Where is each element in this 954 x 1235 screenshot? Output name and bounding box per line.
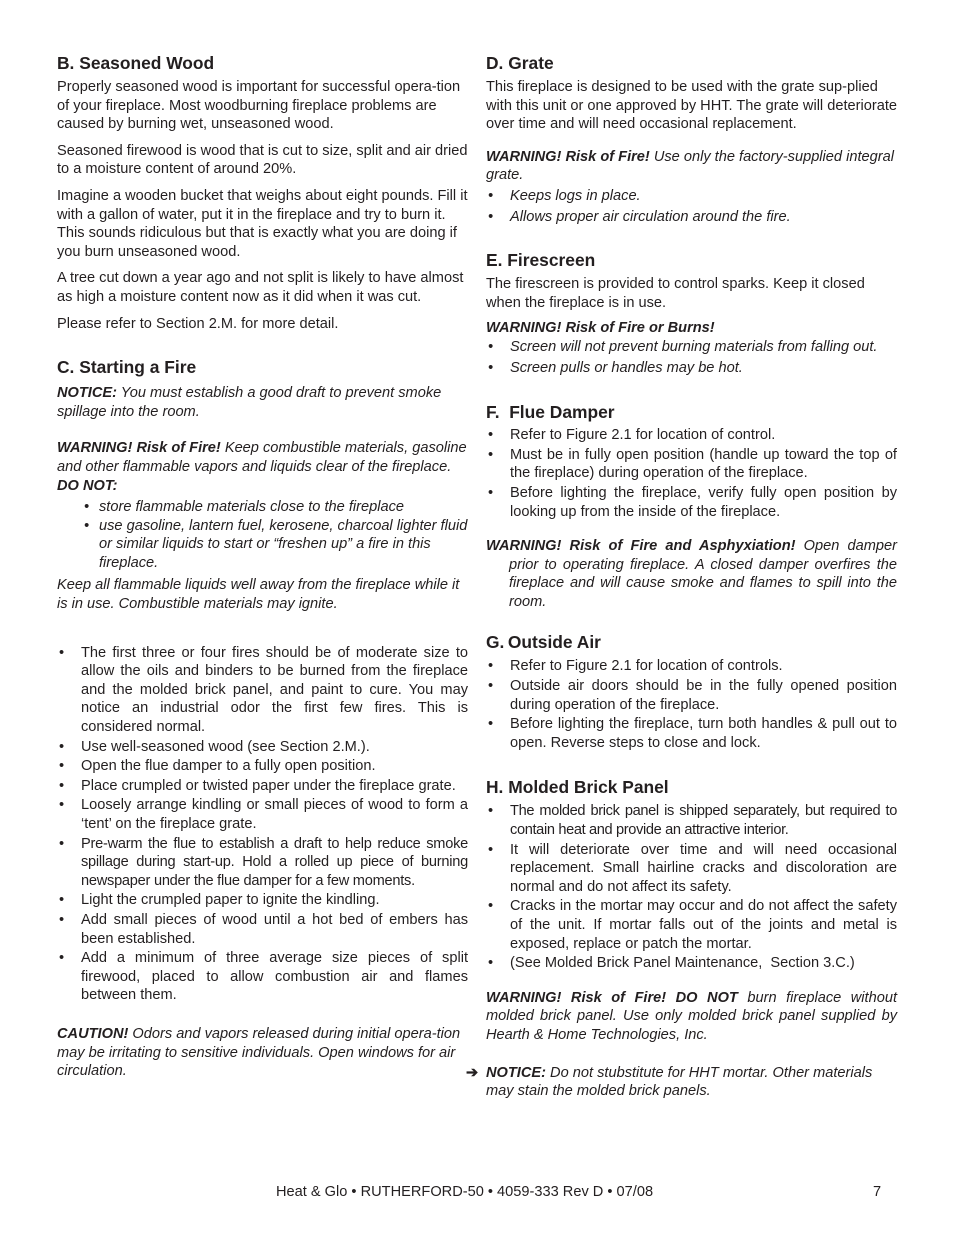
notice-label: NOTICE: bbox=[57, 385, 117, 402]
warning-label: WARNING! Risk of Fire! DO NOT bbox=[486, 989, 738, 1006]
grate-list bbox=[486, 187, 897, 226]
list-item: • Add small pieces of wood until a hot bed of embers has been established. bbox=[59, 911, 468, 947]
keep-flammable-note: Keep all flammable liquids well away from the fireplace while it is in use. Combustible materials may ignite. bbox=[57, 577, 460, 613]
heading-starting-fire: C. Starting a Fire bbox=[57, 357, 197, 378]
list-item: • It will deteriorate over time and will need occasional replacement. Small hairline cracks and discoloration are normal and do not affect its safety. bbox=[488, 841, 897, 895]
seasoned-wood-p3: Imagine a wooden bucket that weighs about eight pounds. Fill it with a gallon of water, put it in the fireplace and try to burn it. This sounds ridiculous but that is exactly what you are doing if you burn unseasoned wood. bbox=[57, 187, 468, 260]
page-number: 7 bbox=[873, 1184, 882, 1200]
flue-damper-list bbox=[486, 426, 897, 521]
molded-brick-list bbox=[486, 802, 897, 972]
seasoned-wood-p1: Properly seasoned wood is important for successful opera-tion of your fireplace. Most woodburning fireplace problems are caused by burning wet, unseasoned wood. bbox=[57, 79, 461, 133]
list-item: • Loosely arrange kindling or small pieces of wood to form a ‘tent’ on the fireplace grate. bbox=[59, 797, 468, 832]
firescreen-p1: The firescreen is provided to control sparks. Keep it closed when the fireplace is in use. bbox=[486, 276, 865, 311]
flue-damper-warning: WARNING! Risk of Fire and Asphyxiation! Open damper prior to operating fireplace. A closed damper overfires the fireplace and will cause smoke and flames to spill into the room. bbox=[486, 538, 897, 610]
grate-p1: This fireplace is designed to be used with the grate sup-plied with this unit or one approved by HHT. The grate will deteriorate over time and will need occasional replacement. bbox=[486, 79, 897, 133]
list-item: • Before lighting the fireplace, verify fully open position by looking up from the inside of the fireplace. bbox=[488, 484, 897, 520]
starting-fire-notice: NOTICE: You must establish a good draft to prevent smoke spillage into the room. bbox=[57, 385, 442, 420]
list-item: • Place crumpled or twisted paper under the fireplace grate. bbox=[59, 777, 456, 794]
heading-outside-air: G. Outside Air bbox=[486, 632, 601, 653]
starting-fire-steps bbox=[57, 644, 468, 1005]
caution-label: CAUTION! bbox=[57, 1025, 129, 1042]
list-item: • Use well-seasoned wood (see Section 2.M.). bbox=[59, 738, 370, 755]
list-item: • Keeps logs in place. bbox=[488, 187, 641, 204]
heading-firescreen: E. Firescreen bbox=[486, 250, 596, 271]
arrow-right-icon: ➔ bbox=[466, 1064, 479, 1081]
warning-label: WARNING! Risk of Fire and Asphyxiation! bbox=[486, 538, 796, 555]
grate-warning: WARNING! Risk of Fire! Use only the factory-supplied integral grate. bbox=[486, 148, 894, 184]
list-item: • Cracks in the mortar may occur and do not affect the safety of the unit. If mortar falls out of the joints and metal is exposed, replace or patch the mortar. bbox=[488, 898, 897, 952]
list-item: • Add a minimum of three average size pieces of split firewood, placed to allow combustion air and flames between them. bbox=[59, 950, 468, 1004]
heading-molded-brick-panel: H. Molded Brick Panel bbox=[486, 777, 669, 798]
seasoned-wood-p4: A tree cut down a year ago and not split is likely to have almost as high a moisture content now as it did when it was cut. bbox=[57, 270, 464, 305]
caution-note: CAUTION! Odors and vapors released during initial opera-tion may be irritating to sensitive individuals. Open windows for air circulation. bbox=[57, 1025, 461, 1080]
heading-flue-damper: F. Flue Damper bbox=[486, 402, 615, 423]
molded-brick-notice: ➔ NOTICE: Do not stubstitute for HHT mortar. Other materials may stain the molded brick panels. bbox=[466, 1064, 873, 1100]
list-item: • Pre-warm the flue to establish a draft to help reduce smoke spillage during start-up. Hold a rolled up piece of burning newspaper under the flue damper for a few moments. bbox=[59, 835, 468, 889]
do-not-label: DO NOT: bbox=[57, 477, 118, 494]
list-item: • Screen will not prevent burning materials from falling out. bbox=[488, 338, 878, 355]
heading-grate: D. Grate bbox=[486, 53, 554, 73]
list-item: • Before lighting the fireplace, turn both handles & pull out to open. Reverse steps to close and lock. bbox=[488, 716, 897, 751]
list-item: • use gasoline, lantern fuel, kerosene, charcoal lighter fluid or similar liquids to start or “freshen up” a fire in this fireplace. bbox=[84, 517, 468, 571]
molded-brick-warning: WARNING! Risk of Fire! DO NOT burn fireplace without molded brick panel. Use only molded brick panel supplied by Hearth & Home Technologies, Inc. bbox=[486, 989, 897, 1043]
list-item: • Must be in fully open position (handle up toward the top of the fireplace) during operation of the fireplace. bbox=[488, 446, 897, 482]
page-footer bbox=[0, 1183, 954, 1203]
heading-seasoned-wood: B. Seasoned Wood bbox=[57, 53, 215, 73]
list-item: • store flammable materials close to the fireplace bbox=[84, 499, 404, 516]
warning-label: WARNING! Risk of Fire! bbox=[57, 440, 221, 457]
left-column bbox=[57, 52, 468, 1081]
starting-fire-warning: WARNING! Risk of Fire! Keep combustible materials, gasoline and other flammable vapors and liquids clear of the fireplace. bbox=[57, 440, 467, 475]
list-item: • (See Molded Brick Panel Maintenance, Section 3.C.) bbox=[488, 955, 855, 972]
list-item: • The molded brick panel is shipped separately, but required to contain heat and provide an attractive interior. bbox=[488, 803, 897, 839]
firescreen-list bbox=[486, 338, 897, 377]
outside-air-list bbox=[486, 657, 897, 752]
list-item: • Screen pulls or handles may be hot. bbox=[488, 359, 743, 376]
list-item: • Open the flue damper to a fully open position. bbox=[59, 758, 376, 775]
notice-label: NOTICE: bbox=[486, 1064, 546, 1081]
list-item: • Light the crumpled paper to ignite the kindling. bbox=[59, 892, 380, 909]
list-item: • The first three or four fires should be of moderate size to allow the oils and binders to be burned from the fireplace and the molded brick panel, and paint to cure. You may notice an industrial odor the first few fires. This is considered normal. bbox=[59, 644, 468, 736]
seasoned-wood-p2: Seasoned firewood is wood that is cut to size, split and air dried to a moisture content of around 20%. bbox=[57, 142, 468, 178]
firescreen-warning-label: WARNING! Risk of Fire or Burns! bbox=[486, 320, 715, 337]
list-item: • Refer to Figure 2.1 for location of controls. bbox=[488, 658, 783, 675]
footer-text: Heat & Glo • RUTHERFORD-50 • 4059-333 Rev D • 07/08 bbox=[276, 1184, 654, 1200]
list-item: • Allows proper air circulation around the fire. bbox=[488, 208, 791, 225]
right-column bbox=[466, 52, 897, 1101]
list-item: • Outside air doors should be in the fully opened position during operation of the fireplace. bbox=[488, 678, 897, 713]
list-item: • Refer to Figure 2.1 for location of control. bbox=[488, 427, 776, 444]
warning-label: WARNING! Risk of Fire! bbox=[486, 148, 650, 165]
do-not-list bbox=[57, 498, 468, 572]
seasoned-wood-p5: Please refer to Section 2.M. for more detail. bbox=[57, 315, 339, 332]
